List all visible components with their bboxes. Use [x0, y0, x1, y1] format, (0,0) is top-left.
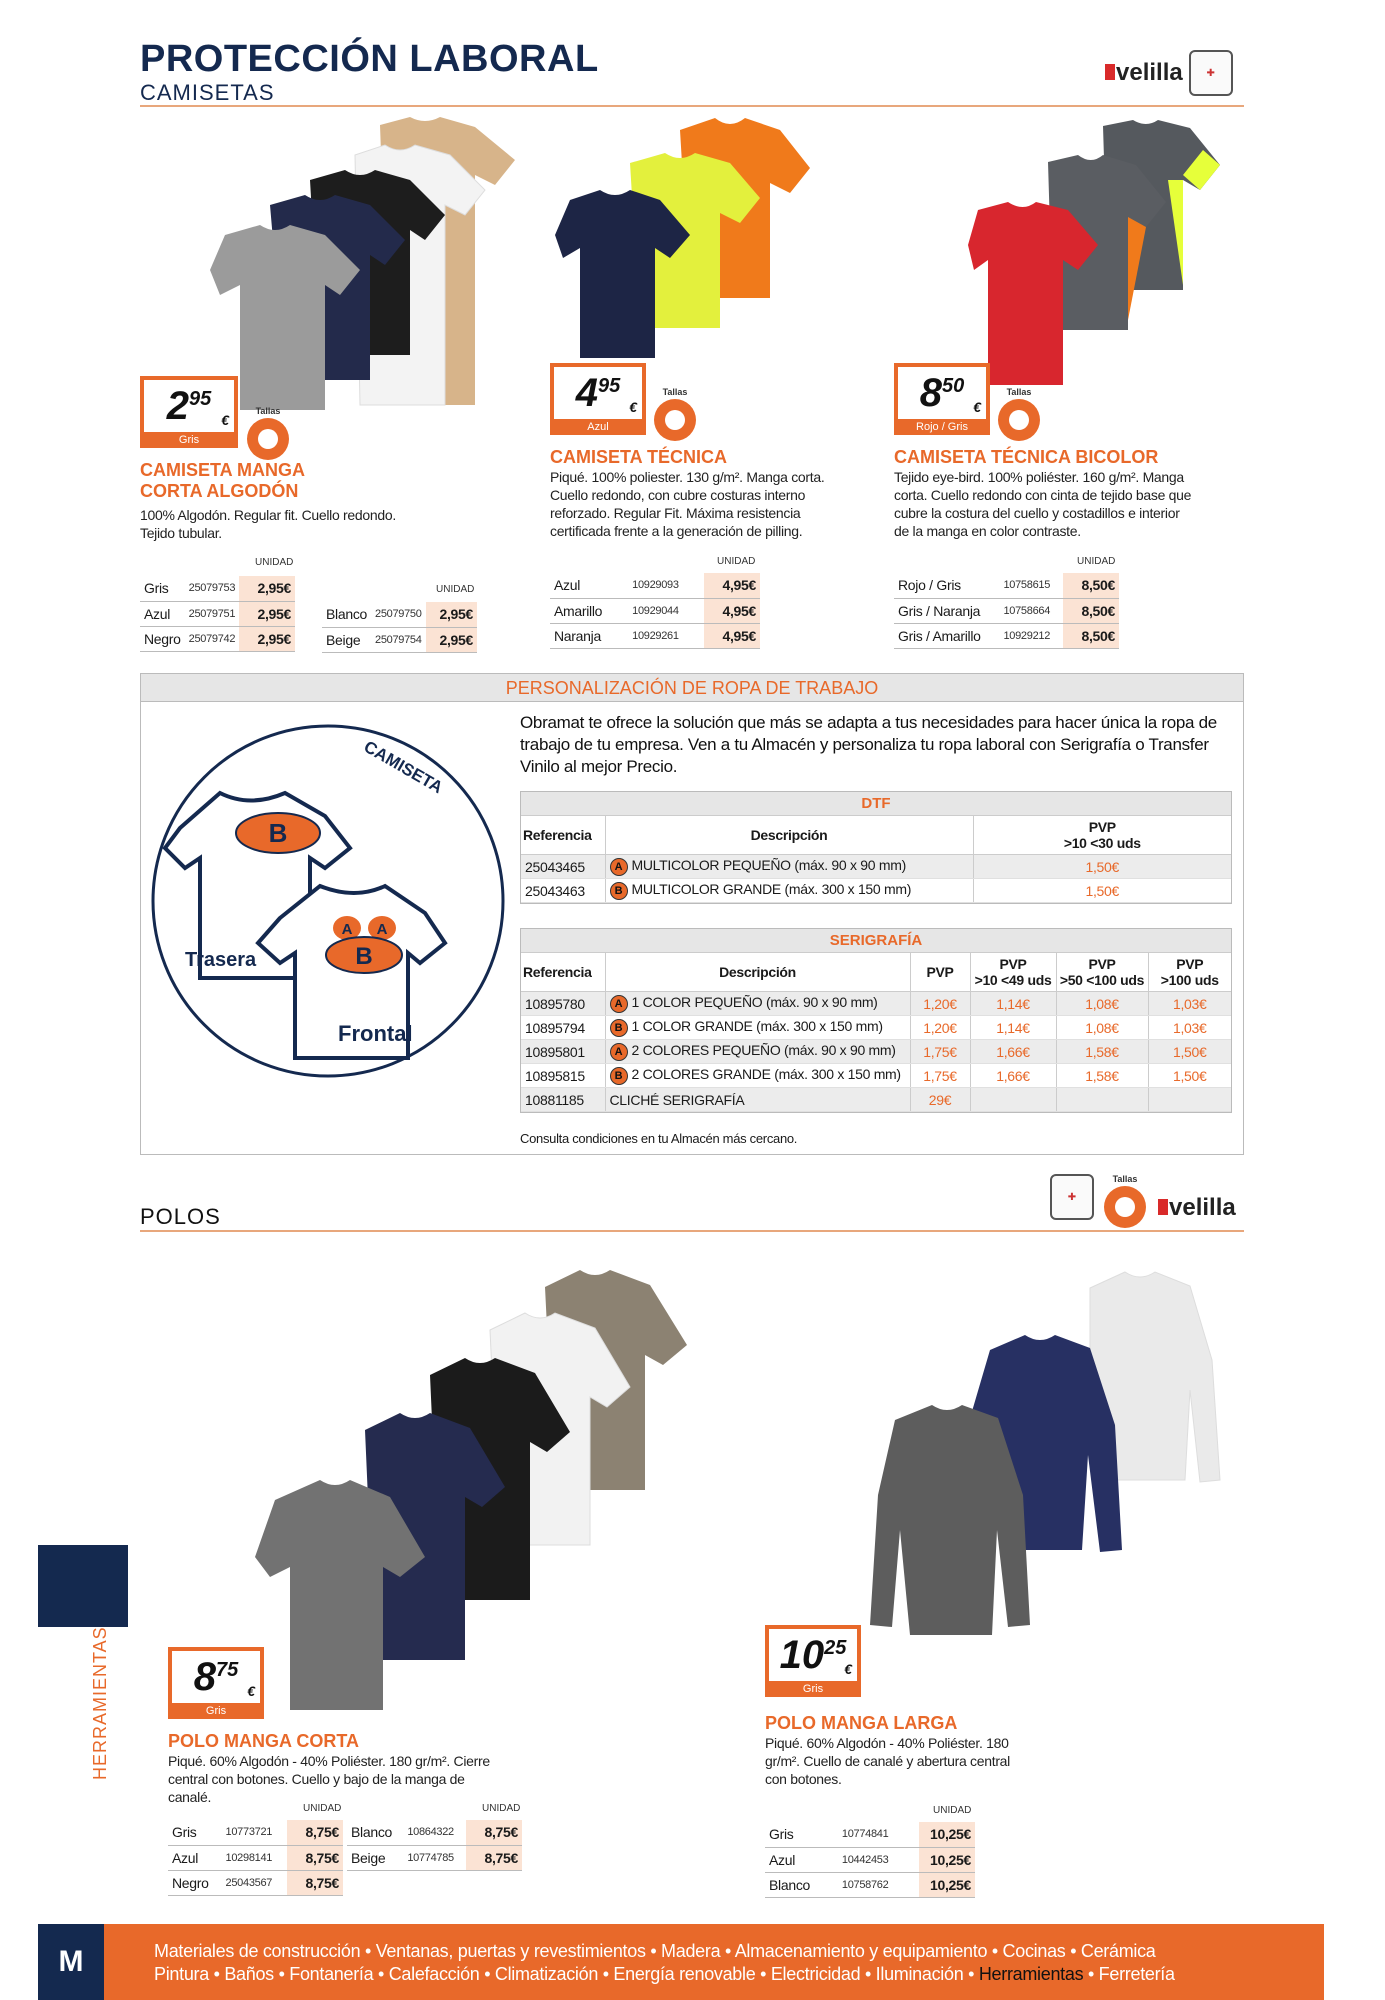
- table-row: 10895780 A 1 COLOR PEQUEÑO (máx. 90 x 90 mm) 1,20€ 1,14€ 1,08€ 1,03€: [521, 992, 1231, 1016]
- size-a-icon: A: [610, 995, 628, 1013]
- unit-label: UNIDAD: [436, 584, 475, 595]
- polos-divider: [140, 1230, 1244, 1232]
- price-color-label: Azul: [587, 421, 609, 433]
- table-row: Blanco 25079750 2,95€: [322, 602, 477, 627]
- dtf-title: DTF: [521, 792, 1231, 816]
- table-row: Gris 10774841 10,25€: [765, 1822, 975, 1847]
- unit-label: UNIDAD: [255, 557, 294, 568]
- size-b-icon: B: [610, 1067, 628, 1085]
- size-a-icon: A: [610, 858, 628, 876]
- table-row: Blanco 10864322 8,75€: [347, 1820, 522, 1845]
- table-row: Naranja 10929261 4,95€: [550, 623, 760, 648]
- back-label: Trasera: [185, 949, 257, 971]
- sizes-badge: Tallas: [1102, 1174, 1148, 1228]
- product-description: Tejido eye-bird. 100% poliéster. 160 g/m². Manga corta. Cuello redondo con cinta de tejido base que cubre la costura del cuello y costadillos e interior de la manga en color contraste.: [894, 469, 1192, 539]
- product-title: POLO MANGA LARGA: [765, 1713, 958, 1733]
- svg-text:A: A: [341, 921, 353, 938]
- table-row: 10895801 A 2 COLORES PEQUEÑO (máx. 90 x 90 mm) 1,75€ 1,66€ 1,58€ 1,50€: [521, 1040, 1231, 1064]
- size-b-icon: B: [610, 1019, 628, 1037]
- price-tag-polo-long: 10 25 € Gris: [765, 1625, 861, 1697]
- table-row: Gris / Naranja 10758664 8,50€: [894, 598, 1119, 623]
- price-integer: 2: [166, 384, 189, 428]
- table-row: Beige 25079754 2,95€: [322, 627, 477, 652]
- section-subtitle: CAMISETAS: [140, 80, 275, 105]
- variant-table: [347, 1820, 522, 1871]
- size-b-icon: B: [610, 882, 628, 900]
- product-description: Piqué. 60% Algodón - 40% Poliéster. 180 gr/m². Cierre central con botones. Cuello y bajo de la manga de canalé.: [168, 1753, 490, 1805]
- variant-table: [140, 576, 295, 652]
- serigrafia-title: SERIGRAFÍA: [521, 929, 1231, 953]
- sizes-icon: [1104, 1186, 1146, 1228]
- unit-label: UNIDAD: [303, 1803, 342, 1814]
- mark-b-back: B: [268, 818, 288, 848]
- table-row: 10881185 CLICHÉ SERIGRAFÍA 29€: [521, 1088, 1231, 1112]
- price-color-label: Gris: [178, 434, 200, 446]
- cotton-tshirts-image: [210, 115, 520, 415]
- currency-symbol: €: [221, 412, 229, 428]
- price-tag-cotton-tshirt: [140, 376, 238, 448]
- table-row: Gris 10773721 8,75€: [168, 1820, 343, 1845]
- unit-label: UNIDAD: [1077, 556, 1116, 567]
- table-row: Azul 10442453 10,25€: [765, 1847, 975, 1872]
- header-divider: [140, 105, 1244, 107]
- svg-text:B: B: [355, 943, 373, 970]
- price-integer: 8: [919, 371, 942, 415]
- table-row: Azul 10298141 8,75€: [168, 1845, 343, 1870]
- personalization-text: Obramat te ofrece la solución que más se adapta a tus necesidades para hacer única la ropa de trabajo de tu empresa. Ven a tu Almacén y personaliza tu ropa laboral con Serigrafía o Transfer Vinilo al mejor Precio.: [520, 713, 1217, 776]
- brand-logo: velilla ✚: [1105, 50, 1233, 96]
- table-row: Azul 25079751 2,95€: [140, 601, 295, 626]
- product-description: 100% Algodón. Regular fit. Cuello redondo. Tejido tubular.: [140, 507, 396, 541]
- sizes-icon: [247, 418, 289, 460]
- footer-active-category[interactable]: Herramientas: [978, 1964, 1084, 1984]
- polos-section-title: POLOS: [140, 1204, 221, 1229]
- brand-logo: velilla: [1158, 1194, 1236, 1222]
- sizes-icon: [998, 399, 1040, 441]
- conditions-note: Consulta condiciones en tu Almacén más cercano.: [520, 1131, 798, 1146]
- product-title: CAMISETA TÉCNICA: [550, 447, 727, 467]
- product-description: Piqué. 60% Algodón - 40% Poliéster. 180 gr/m². Cuello de canalé y abertura central con botones.: [765, 1735, 1010, 1787]
- product-title: CAMISETA MANGA CORTA ALGODÓN: [140, 460, 305, 501]
- front-label: Frontal: [338, 1021, 413, 1046]
- section-tab-marker: [38, 1545, 128, 1627]
- section-side-label: HERRAMIENTAS: [90, 1626, 110, 1780]
- variant-table: [322, 602, 477, 653]
- sizes-badge: Tallas: [245, 406, 291, 460]
- product-title: CAMISETA TÉCNICA BICOLOR: [894, 447, 1159, 467]
- size-a-icon: A: [610, 1043, 628, 1061]
- price-tag-technical-tshirt: [550, 363, 646, 435]
- price-tag-bicolor-tshirt: [894, 363, 990, 435]
- currency-symbol: €: [973, 399, 981, 415]
- price-decimal: 95: [189, 388, 212, 410]
- personalization-title: PERSONALIZACIÓN DE ROPA DE TRABAJO: [141, 674, 1243, 702]
- serigrafia-table: SERIGRAFÍA Referencia Descripción PVP PVP >10 <49 uds PVP >50 <100 uds PVP >100 uds 10895780 A 1 COLOR PEQUEÑO (máx. 90 x 90 mm) 1,20€ 1,14€ 1,08€ 1,03€ 10895794 B 1 COLOR GRANDE (máx. 300 x 150 mm) 1,20€ 1,14€ 1,08€ 1,03€ 10895801 A 2 COLORES PEQUEÑO (máx. 90 x 90 mm) 1,75€ 1,66€ 1,58€ 1,50€ 10895815 B 2 COLORES GRANDE (máx. 300 x 150 mm) 1,75€ 1,66€ 1,58€ 1,50€ 10881185 CLICHÉ SERIGRAFÍA 29€: [520, 928, 1232, 1113]
- unit-label: UNIDAD: [717, 556, 756, 567]
- price-tag-polo-short: 8 75 € Gris: [168, 1647, 264, 1719]
- variant-table: [550, 573, 760, 649]
- price-decimal: 50: [942, 375, 965, 397]
- obramat-logo: M: [38, 1924, 104, 2000]
- product-description: Piqué. 100% poliester. 130 g/m². Manga corta. Cuello redondo, con cubre costuras interno reforzado. Regular Fit. Máxima resistencia certificada frente a la generación de pilling.: [550, 469, 825, 539]
- table-row: Rojo / Gris 10758615 8,50€: [894, 573, 1119, 598]
- dtf-table: DTF Referencia Descripción PVP >10 <30 uds 25043465 A MULTICOLOR PEQUEÑO (máx. 90 x 90 mm) 1,50€ 25043463 B MULTICOLOR GRANDE (máx. 300 x 150 mm) 1,50€: [520, 791, 1232, 904]
- unit-label: UNIDAD: [482, 1803, 521, 1814]
- footer-categories-line1[interactable]: Materiales de construcción • Ventanas, puertas y revestimientos • Madera • Almacenamiento y equipamiento • Cocinas • Cerámica: [154, 1941, 1156, 1961]
- variant-table: [168, 1820, 343, 1896]
- long-sleeve-polos-image: [860, 1270, 1225, 1640]
- technical-tshirts-image: [555, 118, 815, 363]
- price-decimal: 95: [598, 375, 621, 397]
- table-row: Blanco 10758762 10,25€: [765, 1872, 975, 1897]
- personalization-illustration: [150, 708, 510, 1093]
- product-title: POLO MANGA CORTA: [168, 1731, 359, 1751]
- table-row: Beige 10774785 8,75€: [347, 1845, 522, 1870]
- table-row: 10895815 B 2 COLORES GRANDE (máx. 300 x 150 mm) 1,75€ 1,66€ 1,58€ 1,50€: [521, 1064, 1231, 1088]
- sizes-icon: [654, 399, 696, 441]
- certification-icon: ✚: [1050, 1174, 1094, 1220]
- sizes-badge: Tallas: [652, 387, 698, 441]
- svg-text:A: A: [376, 921, 388, 938]
- variant-table: [894, 573, 1119, 649]
- footer-categories-line2[interactable]: Pintura • Baños • Fontanería • Calefacción • Climatización • Energía renovable • Electricidad • Iluminación • Herramientas • Ferretería: [154, 1964, 1175, 1984]
- page-title: PROTECCIÓN LABORAL: [140, 38, 599, 80]
- variant-table: [765, 1822, 975, 1898]
- table-row: Negro 25079742 2,95€: [140, 626, 295, 651]
- table-row: Amarillo 10929044 4,95€: [550, 598, 760, 623]
- table-row: 10895794 B 1 COLOR GRANDE (máx. 300 x 150 mm) 1,20€ 1,14€ 1,08€ 1,03€: [521, 1016, 1231, 1040]
- camiseta-label: CAMISETA: [360, 737, 446, 798]
- table-row: 25043463 B MULTICOLOR GRANDE (máx. 300 x 150 mm) 1,50€: [521, 879, 1231, 903]
- sizes-badge: Tallas: [996, 387, 1042, 441]
- currency-symbol: €: [629, 399, 637, 415]
- table-row: Negro 25043567 8,75€: [168, 1870, 343, 1895]
- table-row: Gris 25079753 2,95€: [140, 576, 295, 601]
- price-integer: 4: [575, 371, 598, 415]
- bicolor-tshirts-image: [968, 120, 1223, 390]
- certification-icon: ✚: [1189, 50, 1233, 96]
- price-color-label: Rojo / Gris: [916, 421, 968, 433]
- table-row: Azul 10929093 4,95€: [550, 573, 760, 598]
- unit-label: UNIDAD: [933, 1805, 972, 1816]
- short-sleeve-polos-image: [255, 1265, 695, 1715]
- table-row: 25043465 A MULTICOLOR PEQUEÑO (máx. 90 x 90 mm) 1,50€: [521, 855, 1231, 879]
- table-row: Gris / Amarillo 10929212 8,50€: [894, 623, 1119, 648]
